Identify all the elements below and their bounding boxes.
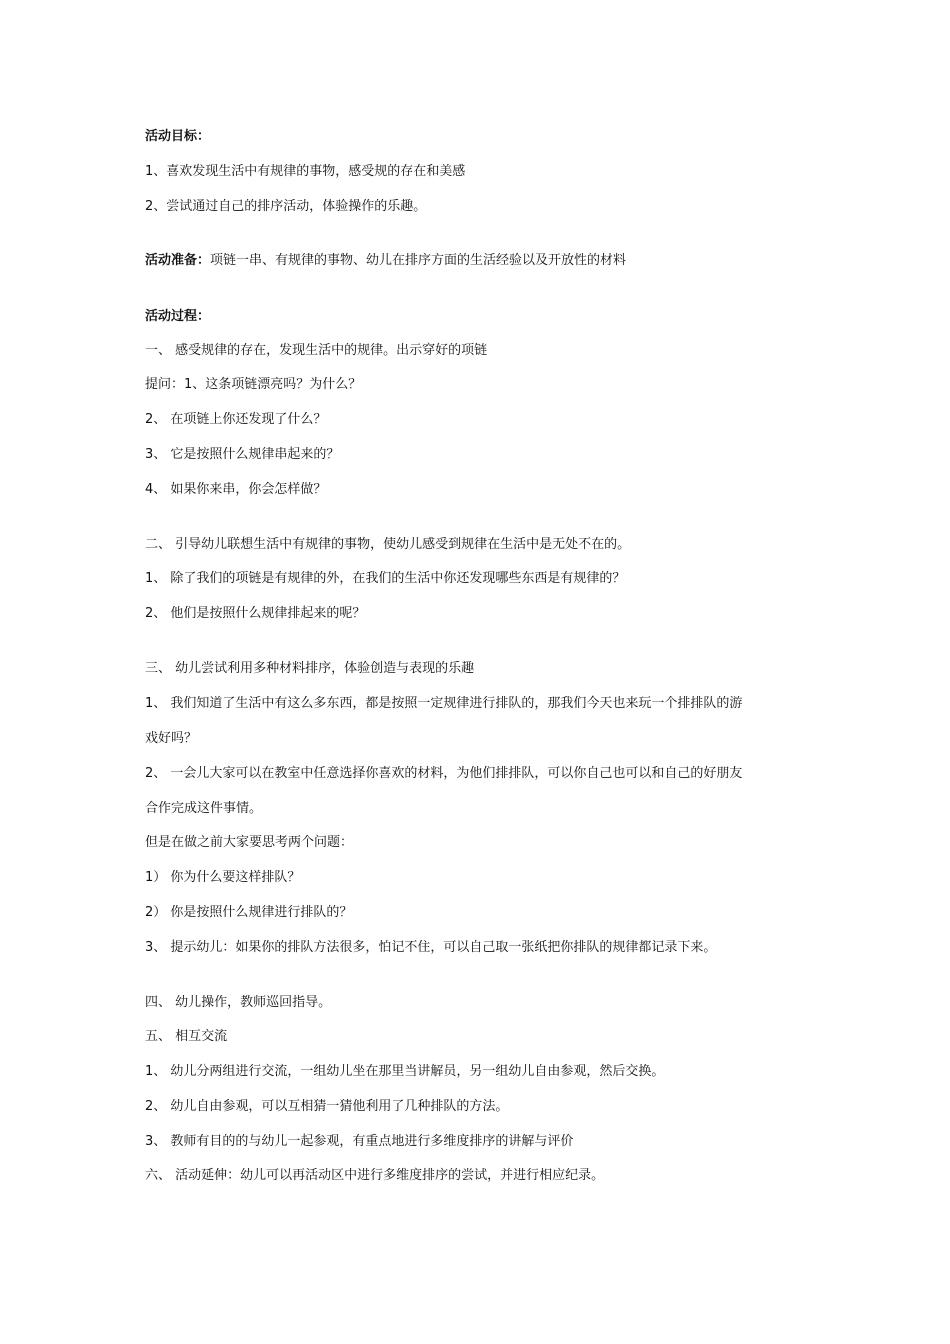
section-2-title: 二、 引导幼儿联想生活中有规律的事物，使幼儿感受到规律在生活中是无处不在的。 bbox=[145, 537, 631, 552]
section-5-item-3: 3、 教师有目的的与幼儿一起参观，有重点地进行多维度排序的讲解与评价 bbox=[145, 1134, 574, 1149]
goal-item-2: 2、尝试通过自己的排序活动，体验操作的乐趣。 bbox=[145, 199, 427, 214]
section-3-item-3: 但是在做之前大家要思考两个问题： bbox=[145, 835, 354, 850]
section-5-title: 五、 相互交流 bbox=[145, 1029, 228, 1044]
section-3-item-2: 2、 一会儿大家可以在教室中任意选择你喜欢的材料，为他们排排队，可以你自己也可以和自己的好朋友 bbox=[145, 766, 743, 781]
section-1-item-4: 4、 如果你来串，你会怎样做？ bbox=[145, 482, 327, 497]
section-5-item-1: 1、 幼儿分两组进行交流，一组幼儿坐在那里当讲解员，另一组幼儿自由参观，然后交换。 bbox=[145, 1064, 665, 1079]
section-1-item-2: 2、 在项链上你还发现了什么？ bbox=[145, 412, 327, 427]
section-4-title: 四、 幼儿操作，教师巡回指导。 bbox=[145, 995, 332, 1010]
section-3-item-6: 3、 提示幼儿：如果你的排队方法很多，怕记不住，可以自己取一张纸把你排队的规律都记录下来。 bbox=[145, 940, 717, 955]
prep-text: 项链一串、有规律的事物、幼儿在排序方面的生活经验以及开放性的材料 bbox=[210, 253, 627, 268]
section-2-item-1: 1、 除了我们的项链是有规律的外，在我们的生活中你还发现哪些东西是有规律的？ bbox=[145, 571, 626, 586]
section-2-item-2: 2、 他们是按照什么规律排起来的呢？ bbox=[145, 606, 366, 621]
section-3-item-1: 1、 我们知道了生活中有这么多东西，都是按照一定规律进行排队的，那我们今天也来玩一个排排队的游 bbox=[145, 696, 743, 711]
section-6-title: 六、 活动延伸：幼儿可以再活动区中进行多维度排序的尝试，并进行相应纪录。 bbox=[145, 1168, 605, 1183]
goal-item-1: 1、喜欢发现生活中有规律的事物，感受规的存在和美感 bbox=[145, 164, 466, 179]
section-3-item-2-cont: 合作完成这件事情。 bbox=[145, 801, 263, 816]
section-1-item-3: 3、 它是按照什么规律串起来的？ bbox=[145, 447, 340, 462]
section-3-item-1-cont: 戏好吗？ bbox=[145, 731, 198, 746]
section-3-item-5: 2） 你是按照什么规律进行排队的？ bbox=[145, 905, 353, 920]
prep-label: 活动准备： bbox=[145, 253, 211, 268]
section-1-title: 一、 感受规律的存在，发现生活中的规律。出示穿好的项链 bbox=[145, 343, 488, 358]
prep-line bbox=[145, 252, 825, 270]
section-1-item-1: 提问：1、这条项链漂亮吗？为什么？ bbox=[145, 377, 362, 392]
section-3-title: 三、 幼儿尝试利用多种材料排序，体验创造与表现的乐趣 bbox=[145, 661, 475, 676]
goal-heading: 活动目标： bbox=[145, 129, 211, 144]
process-heading: 活动过程： bbox=[145, 309, 211, 324]
section-3-item-4: 1） 你为什么要这样排队？ bbox=[145, 870, 301, 885]
section-5-item-2: 2、 幼儿自由参观，可以互相猜一猜他利用了几种排队的方法。 bbox=[145, 1099, 509, 1114]
